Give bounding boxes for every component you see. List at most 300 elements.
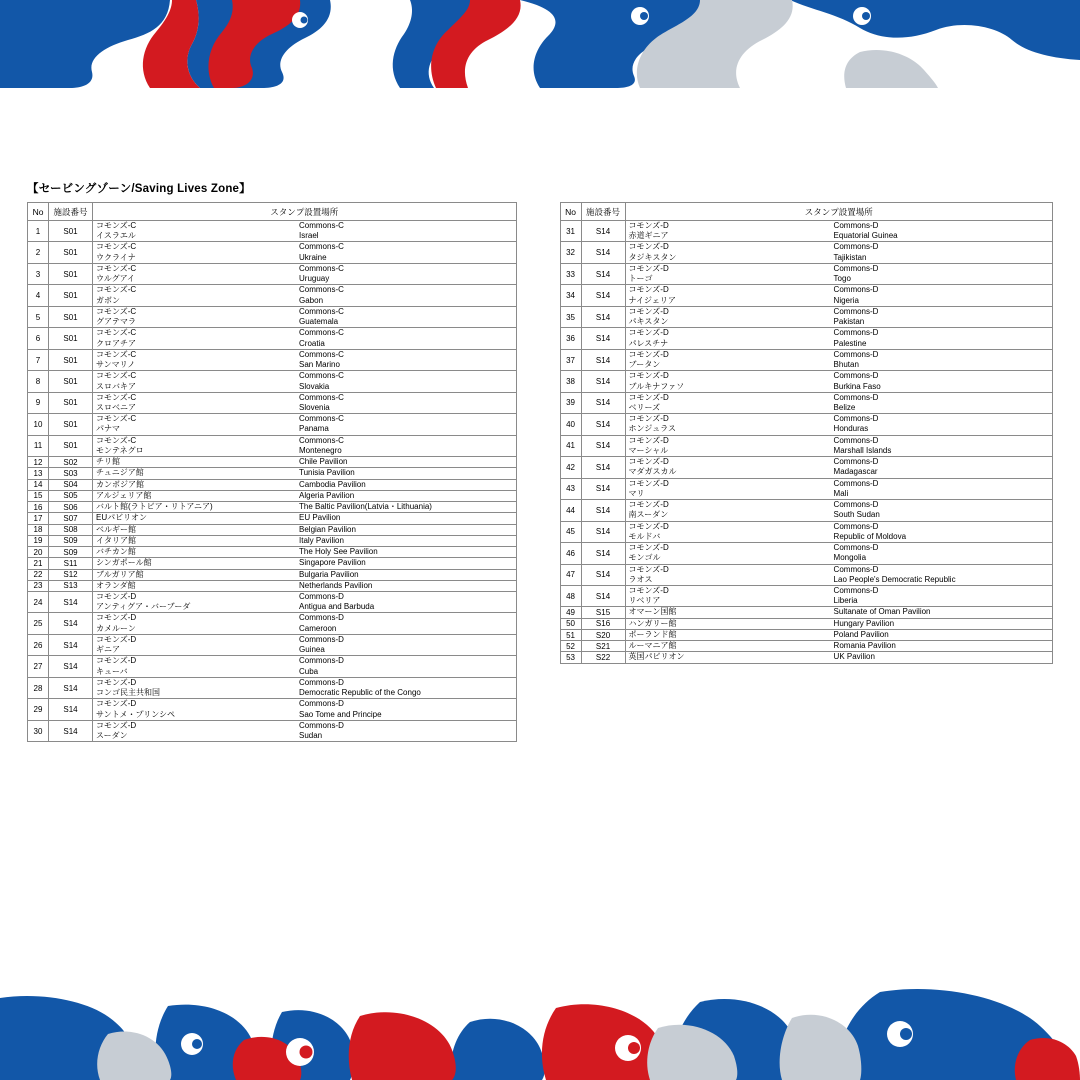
cell-stamp-location bbox=[625, 652, 1052, 663]
stamp-location-ja: コモンズ-D キューバ bbox=[96, 656, 137, 676]
stamp-location-en: Italy Pavilion bbox=[299, 535, 344, 545]
cell-stamp-location bbox=[93, 479, 517, 490]
header-place: スタンプ設置場所 bbox=[625, 203, 1052, 221]
page-title: 【セービングゾーン/Saving Lives Zone】 bbox=[27, 183, 251, 195]
stamp-location-ja: コモンズ-D 赤道ギニア bbox=[628, 221, 669, 241]
cell-no: 26 bbox=[28, 634, 49, 655]
stamp-location-ja: コモンズ-D ギニア bbox=[96, 634, 137, 655]
cell-facility-number: S21 bbox=[581, 641, 625, 652]
table-header-row bbox=[28, 203, 517, 221]
cell-facility-number: S01 bbox=[49, 285, 93, 306]
stamp-location-en: Commons-C San Marino bbox=[299, 349, 344, 370]
stamp-location-en: UK Pavilion bbox=[833, 652, 875, 662]
stamp-location-ja: コモンズ-D マダガスカル bbox=[628, 457, 677, 477]
cell-no: 41 bbox=[560, 435, 581, 456]
stamp-location-ja: オマーン国館 bbox=[628, 607, 677, 617]
cell-stamp-location bbox=[625, 435, 1052, 456]
table-row bbox=[560, 543, 1052, 564]
stamp-location-ja: コモンズ-C ウルグアイ bbox=[96, 263, 137, 284]
table-row bbox=[560, 349, 1052, 370]
table-row bbox=[560, 641, 1052, 652]
cell-stamp-location bbox=[625, 457, 1052, 478]
cell-facility-number: S14 bbox=[581, 242, 625, 263]
cell-stamp-location bbox=[625, 607, 1052, 618]
cell-stamp-location bbox=[93, 306, 517, 327]
cell-stamp-location bbox=[625, 285, 1052, 306]
stamp-location-en: Commons-D Pakistan bbox=[833, 306, 879, 327]
cell-no: 14 bbox=[28, 479, 49, 490]
stamp-location-ja: コモンズ-D ブータン bbox=[628, 349, 669, 370]
cell-no: 43 bbox=[560, 478, 581, 499]
stamp-location-en: Commons-C Montenegro bbox=[299, 435, 344, 455]
stamp-location-en: Commons-C Croatia bbox=[299, 328, 344, 348]
stamp-location-en: Commons-C Guatemala bbox=[299, 306, 344, 327]
stamp-location-ja: コモンズ-C クロアチア bbox=[96, 328, 137, 348]
cell-facility-number: S14 bbox=[49, 677, 93, 698]
cell-facility-number: S14 bbox=[49, 720, 93, 741]
cell-facility-number: S14 bbox=[581, 371, 625, 392]
stamp-location-en: Commons-D Lao People's Democratic Republic bbox=[833, 564, 956, 584]
cell-facility-number: S14 bbox=[581, 392, 625, 413]
cell-no: 38 bbox=[560, 371, 581, 392]
cell-no: 53 bbox=[560, 652, 581, 663]
cell-no: 45 bbox=[560, 521, 581, 542]
table-body-left bbox=[28, 221, 517, 742]
stamp-location-en: Cambodia Pavilion bbox=[299, 479, 366, 489]
stamp-location-ja: コモンズ-D ブルキナファソ bbox=[628, 371, 685, 391]
cell-no: 42 bbox=[560, 457, 581, 478]
table-row bbox=[560, 564, 1052, 585]
stamp-location-en: Commons-D Liberia bbox=[833, 585, 879, 606]
table-row bbox=[28, 285, 517, 306]
cell-no: 15 bbox=[28, 490, 49, 501]
bottom-decorative-band bbox=[0, 982, 1080, 1080]
cell-no: 19 bbox=[28, 535, 49, 546]
stamp-location-ja: コモンズ-D モンゴル bbox=[628, 543, 669, 563]
cell-stamp-location bbox=[625, 618, 1052, 629]
table-row bbox=[28, 569, 517, 580]
cell-facility-number: S04 bbox=[49, 479, 93, 490]
table-row bbox=[28, 613, 517, 634]
table-row bbox=[560, 629, 1052, 640]
cell-no: 36 bbox=[560, 328, 581, 349]
cell-stamp-location bbox=[93, 677, 517, 698]
table-row bbox=[28, 414, 517, 435]
cell-no: 50 bbox=[560, 618, 581, 629]
cell-facility-number: S14 bbox=[49, 699, 93, 720]
table-row bbox=[28, 490, 517, 501]
stamp-location-en: Commons-D Burkina Faso bbox=[833, 371, 881, 391]
cell-no: 39 bbox=[560, 392, 581, 413]
table-row bbox=[28, 720, 517, 741]
table-row bbox=[560, 263, 1052, 284]
stamp-location-ja: コモンズ-D リベリア bbox=[628, 585, 669, 606]
cell-no: 32 bbox=[560, 242, 581, 263]
cell-stamp-location bbox=[625, 221, 1052, 242]
cell-stamp-location bbox=[93, 524, 517, 535]
cell-no: 28 bbox=[28, 677, 49, 698]
stamp-location-ja: ポーランド館 bbox=[628, 629, 677, 639]
stamp-location-en: Commons-C Slovenia bbox=[299, 392, 344, 412]
cell-stamp-location bbox=[93, 613, 517, 634]
cell-facility-number: S09 bbox=[49, 535, 93, 546]
stamp-location-ja: コモンズ-D パキスタン bbox=[628, 306, 669, 327]
cell-no: 13 bbox=[28, 468, 49, 479]
cell-stamp-location bbox=[93, 547, 517, 558]
cell-no: 24 bbox=[28, 591, 49, 612]
cell-no: 22 bbox=[28, 569, 49, 580]
stamp-location-ja: アルジェリア館 bbox=[96, 490, 152, 500]
header-facility: 施設番号 bbox=[581, 203, 625, 221]
stamp-location-ja: コモンズ-D スーダン bbox=[96, 720, 137, 741]
stamp-location-ja: コモンズ-D カメルーン bbox=[96, 613, 137, 633]
bottom-band-artwork bbox=[0, 982, 1080, 1080]
cell-stamp-location bbox=[625, 543, 1052, 564]
cell-facility-number: S14 bbox=[581, 457, 625, 478]
header-facility: 施設番号 bbox=[49, 203, 93, 221]
cell-stamp-location bbox=[93, 392, 517, 413]
stamp-location-en: Commons-D Equatorial Guinea bbox=[833, 221, 898, 241]
stamp-location-en: Netherlands Pavilion bbox=[299, 580, 373, 590]
cell-facility-number: S15 bbox=[581, 607, 625, 618]
stamp-location-en: Commons-D Cuba bbox=[299, 656, 344, 676]
cell-facility-number: S12 bbox=[49, 569, 93, 580]
stamp-location-en: Commons-D Palestine bbox=[833, 328, 879, 348]
table-row bbox=[28, 242, 517, 263]
stamp-location-en: Commons-D Sao Tome and Principe bbox=[299, 699, 382, 719]
table-row bbox=[28, 580, 517, 591]
right-column bbox=[560, 202, 1053, 664]
table-row bbox=[560, 652, 1052, 663]
cell-facility-number: S09 bbox=[49, 547, 93, 558]
table-body-right bbox=[560, 221, 1052, 664]
cell-stamp-location bbox=[625, 500, 1052, 521]
table-row bbox=[28, 547, 517, 558]
table-row bbox=[28, 634, 517, 655]
stamp-location-ja: カンボジア館 bbox=[96, 479, 144, 489]
content-area bbox=[27, 180, 1053, 742]
stamp-location-en: Belgian Pavilion bbox=[299, 524, 356, 534]
cell-facility-number: S14 bbox=[49, 613, 93, 634]
stamp-location-ja: ブルガリア館 bbox=[96, 569, 144, 579]
cell-stamp-location bbox=[93, 468, 517, 479]
stamp-location-en: Chile Pavilion bbox=[299, 457, 348, 467]
cell-stamp-location bbox=[625, 585, 1052, 606]
table-row bbox=[560, 328, 1052, 349]
cell-no: 51 bbox=[560, 629, 581, 640]
cell-no: 35 bbox=[560, 306, 581, 327]
stamp-location-en: Singapore Pavilion bbox=[299, 558, 366, 568]
cell-stamp-location bbox=[625, 564, 1052, 585]
stamp-location-en: Commons-D Belize bbox=[833, 392, 879, 412]
stamp-location-en: Commons-C Ukraine bbox=[299, 242, 344, 262]
table-row bbox=[28, 263, 517, 284]
cell-facility-number: S11 bbox=[49, 558, 93, 569]
cell-stamp-location bbox=[625, 371, 1052, 392]
stamp-location-ja: コモンズ-C ガボン bbox=[96, 285, 137, 305]
cell-facility-number: S20 bbox=[581, 629, 625, 640]
stamp-location-ja: コモンズ-C サンマリノ bbox=[96, 349, 137, 370]
stamp-location-ja: バルト館(ラトビア・リトアニア) bbox=[96, 502, 213, 512]
stamp-location-ja: シンガポール館 bbox=[96, 558, 152, 568]
stamp-location-ja: コモンズ-D ホンジュラス bbox=[628, 414, 676, 434]
left-column bbox=[27, 202, 517, 742]
stamp-location-en: Commons-C Panama bbox=[299, 414, 344, 434]
stamp-location-en: Commons-D Tajikistan bbox=[833, 242, 879, 262]
cell-facility-number: S01 bbox=[49, 349, 93, 370]
header-no: No bbox=[28, 203, 49, 221]
stamp-location-en: Commons-D Antigua and Barbuda bbox=[299, 591, 375, 612]
cell-facility-number: S01 bbox=[49, 435, 93, 456]
cell-facility-number: S14 bbox=[49, 656, 93, 677]
table-row bbox=[28, 479, 517, 490]
stamp-location-ja: コモンズ-C イスラエル bbox=[96, 221, 137, 241]
stamp-location-ja: コモンズ-C モンテネグロ bbox=[96, 435, 144, 455]
stamp-location-ja: コモンズ-D ベリーズ bbox=[628, 392, 669, 412]
cell-no: 1 bbox=[28, 221, 49, 242]
cell-no: 9 bbox=[28, 392, 49, 413]
table-row bbox=[560, 457, 1052, 478]
cell-facility-number: S01 bbox=[49, 306, 93, 327]
cell-facility-number: S08 bbox=[49, 524, 93, 535]
cell-no: 17 bbox=[28, 513, 49, 524]
stamp-location-ja: コモンズ-D マリ bbox=[628, 478, 669, 498]
cell-stamp-location bbox=[93, 535, 517, 546]
stamp-location-ja: バチカン館 bbox=[96, 547, 136, 557]
cell-no: 34 bbox=[560, 285, 581, 306]
cell-facility-number: S01 bbox=[49, 414, 93, 435]
table-row bbox=[28, 328, 517, 349]
cell-facility-number: S14 bbox=[581, 585, 625, 606]
cell-stamp-location bbox=[93, 285, 517, 306]
cell-facility-number: S05 bbox=[49, 490, 93, 501]
cell-facility-number: S13 bbox=[49, 580, 93, 591]
stamp-location-en: Commons-C Israel bbox=[299, 221, 344, 241]
stamp-location-en: Commons-C Slovakia bbox=[299, 371, 344, 391]
cell-facility-number: S14 bbox=[49, 634, 93, 655]
table-row bbox=[560, 521, 1052, 542]
stamp-location-ja: コモンズ-D アンティグア・バーブーダ bbox=[96, 591, 191, 612]
table-row bbox=[28, 468, 517, 479]
stamp-location-en: Commons-D South Sudan bbox=[833, 500, 880, 520]
cell-no: 12 bbox=[28, 457, 49, 468]
cell-no: 16 bbox=[28, 502, 49, 513]
cell-facility-number: S01 bbox=[49, 263, 93, 284]
cell-stamp-location bbox=[93, 634, 517, 655]
stamp-location-en: Commons-D Cameroon bbox=[299, 613, 344, 633]
table-row bbox=[28, 371, 517, 392]
stamp-location-ja: コモンズ-D モルドバ bbox=[628, 521, 669, 541]
cell-no: 31 bbox=[560, 221, 581, 242]
table-row bbox=[560, 285, 1052, 306]
cell-stamp-location bbox=[93, 263, 517, 284]
stamp-location-ja: コモンズ-D 南スーダン bbox=[628, 500, 669, 520]
cell-stamp-location bbox=[625, 414, 1052, 435]
table-row bbox=[28, 558, 517, 569]
stamp-location-ja: コモンズ-D トーゴ bbox=[628, 263, 669, 284]
table-row bbox=[28, 502, 517, 513]
stamp-location-ja: ルーマニア館 bbox=[628, 641, 677, 651]
cell-stamp-location bbox=[93, 242, 517, 263]
stamp-location-en: The Baltic Pavilion(Latvia・Lithuania) bbox=[299, 502, 432, 512]
stamp-location-en: Commons-D Honduras bbox=[833, 414, 879, 434]
table-header-row bbox=[560, 203, 1052, 221]
stamp-location-en: Commons-D Sudan bbox=[299, 720, 344, 741]
cell-no: 5 bbox=[28, 306, 49, 327]
table-row bbox=[28, 591, 517, 612]
stamp-location-ja: ベルギー館 bbox=[96, 524, 136, 534]
cell-no: 11 bbox=[28, 435, 49, 456]
cell-facility-number: S14 bbox=[581, 414, 625, 435]
stamp-location-en: Poland Pavilion bbox=[833, 629, 889, 639]
stamp-location-ja: EUパビリオン bbox=[96, 513, 148, 523]
cell-stamp-location bbox=[625, 521, 1052, 542]
cell-no: 4 bbox=[28, 285, 49, 306]
table-row bbox=[28, 513, 517, 524]
stamp-location-en: Commons-D Democratic Republic of the Congo bbox=[299, 677, 421, 698]
top-decorative-band bbox=[0, 0, 1080, 88]
stamp-location-en: The Holy See Pavilion bbox=[299, 547, 378, 557]
cell-facility-number: S14 bbox=[581, 435, 625, 456]
table-row bbox=[28, 392, 517, 413]
table-row bbox=[28, 524, 517, 535]
stamp-location-ja: オランダ館 bbox=[96, 580, 136, 590]
table-row bbox=[28, 656, 517, 677]
cell-stamp-location bbox=[93, 513, 517, 524]
cell-facility-number: S01 bbox=[49, 371, 93, 392]
stamp-location-en: Commons-D Bhutan bbox=[833, 349, 879, 370]
table-row bbox=[560, 242, 1052, 263]
stamp-location-en: Tunisia Pavilion bbox=[299, 468, 355, 478]
table-row bbox=[28, 699, 517, 720]
cell-stamp-location bbox=[93, 656, 517, 677]
cell-no: 27 bbox=[28, 656, 49, 677]
stamp-location-en: Commons-D Madagascar bbox=[833, 457, 879, 477]
cell-facility-number: S14 bbox=[581, 478, 625, 499]
header-place: スタンプ設置場所 bbox=[93, 203, 517, 221]
cell-stamp-location bbox=[625, 478, 1052, 499]
cell-facility-number: S14 bbox=[581, 543, 625, 564]
stamp-location-en: Sultanate of Oman Pavilion bbox=[833, 607, 931, 617]
stamp-location-ja: コモンズ-D マーシャル bbox=[628, 435, 669, 455]
stamp-location-en: Commons-D Mongolia bbox=[833, 543, 879, 563]
cell-facility-number: S01 bbox=[49, 221, 93, 242]
cell-no: 3 bbox=[28, 263, 49, 284]
stamp-location-ja: コモンズ-C パナマ bbox=[96, 414, 137, 434]
cell-stamp-location bbox=[93, 580, 517, 591]
cell-no: 25 bbox=[28, 613, 49, 634]
cell-facility-number: S06 bbox=[49, 502, 93, 513]
cell-no: 30 bbox=[28, 720, 49, 741]
stamp-location-en: Hungary Pavilion bbox=[833, 618, 895, 628]
cell-facility-number: S14 bbox=[581, 349, 625, 370]
stamp-location-ja: コモンズ-D ラオス bbox=[628, 564, 669, 584]
table-row bbox=[28, 677, 517, 698]
table-row bbox=[560, 607, 1052, 618]
cell-facility-number: S01 bbox=[49, 328, 93, 349]
stamp-location-ja: コモンズ-D サントメ・プリンシペ bbox=[96, 699, 175, 719]
stamp-location-en: Commons-C Uruguay bbox=[299, 263, 344, 284]
cell-no: 52 bbox=[560, 641, 581, 652]
table-row bbox=[28, 457, 517, 468]
cell-facility-number: S22 bbox=[581, 652, 625, 663]
cell-stamp-location bbox=[93, 414, 517, 435]
stamp-location-ja: コモンズ-D ナイジェリア bbox=[628, 285, 676, 305]
cell-no: 23 bbox=[28, 580, 49, 591]
cell-no: 7 bbox=[28, 349, 49, 370]
table-row bbox=[560, 585, 1052, 606]
cell-no: 46 bbox=[560, 543, 581, 564]
table-row bbox=[28, 306, 517, 327]
cell-no: 18 bbox=[28, 524, 49, 535]
stamp-location-ja: チュニジア館 bbox=[96, 468, 144, 478]
stamp-location-ja: ハンガリー館 bbox=[628, 618, 677, 628]
cell-stamp-location bbox=[625, 629, 1052, 640]
stamp-location-ja: コモンズ-D タジキスタン bbox=[628, 242, 677, 262]
stamp-location-en: Algeria Pavilion bbox=[299, 490, 355, 500]
stamp-location-en: Commons-D Nigeria bbox=[833, 285, 879, 305]
stamp-table-right bbox=[560, 202, 1053, 664]
stamp-location-ja: コモンズ-D コンゴ民主共和国 bbox=[96, 677, 160, 698]
top-band-artwork bbox=[0, 0, 1080, 88]
stamp-location-en: EU Pavilion bbox=[299, 513, 341, 523]
cell-no: 8 bbox=[28, 371, 49, 392]
table-row bbox=[28, 435, 517, 456]
stamp-location-en: Commons-D Mali bbox=[833, 478, 879, 498]
cell-facility-number: S01 bbox=[49, 392, 93, 413]
cell-stamp-location bbox=[93, 435, 517, 456]
stamp-location-en: Commons-C Gabon bbox=[299, 285, 344, 305]
cell-stamp-location bbox=[93, 720, 517, 741]
cell-facility-number: S01 bbox=[49, 242, 93, 263]
table-row bbox=[560, 500, 1052, 521]
tables-container bbox=[27, 202, 1053, 742]
cell-stamp-location bbox=[93, 558, 517, 569]
cell-no: 10 bbox=[28, 414, 49, 435]
cell-facility-number: S14 bbox=[581, 263, 625, 284]
cell-stamp-location bbox=[93, 371, 517, 392]
stamp-location-en: Commons-D Marshall Islands bbox=[833, 435, 892, 455]
stamp-location-ja: 英国パビリオン bbox=[628, 652, 685, 662]
cell-stamp-location bbox=[93, 569, 517, 580]
cell-no: 47 bbox=[560, 564, 581, 585]
cell-facility-number: S02 bbox=[49, 457, 93, 468]
stamp-location-en: Commons-D Republic of Moldova bbox=[833, 521, 907, 541]
stamp-location-en: Bulgaria Pavilion bbox=[299, 569, 359, 579]
stamp-location-ja: コモンズ-D パレスチナ bbox=[628, 328, 669, 348]
table-row bbox=[560, 478, 1052, 499]
stamp-location-ja: コモンズ-C スロバキア bbox=[96, 371, 137, 391]
table-row bbox=[560, 392, 1052, 413]
cell-stamp-location bbox=[625, 349, 1052, 370]
cell-no: 40 bbox=[560, 414, 581, 435]
stamp-table-left bbox=[27, 202, 517, 742]
stamp-location-ja: コモンズ-C ウクライナ bbox=[96, 242, 137, 262]
table-row bbox=[28, 535, 517, 546]
cell-stamp-location bbox=[93, 490, 517, 501]
cell-stamp-location bbox=[625, 328, 1052, 349]
stamp-location-ja: コモンズ-C スロベニア bbox=[96, 392, 137, 412]
cell-no: 21 bbox=[28, 558, 49, 569]
cell-stamp-location bbox=[625, 641, 1052, 652]
cell-facility-number: S14 bbox=[581, 328, 625, 349]
stamp-location-ja: チリ館 bbox=[96, 457, 120, 467]
table-row bbox=[560, 306, 1052, 327]
cell-no: 37 bbox=[560, 349, 581, 370]
cell-facility-number: S07 bbox=[49, 513, 93, 524]
stamp-location-ja: イタリア館 bbox=[96, 535, 136, 545]
cell-facility-number: S14 bbox=[49, 591, 93, 612]
